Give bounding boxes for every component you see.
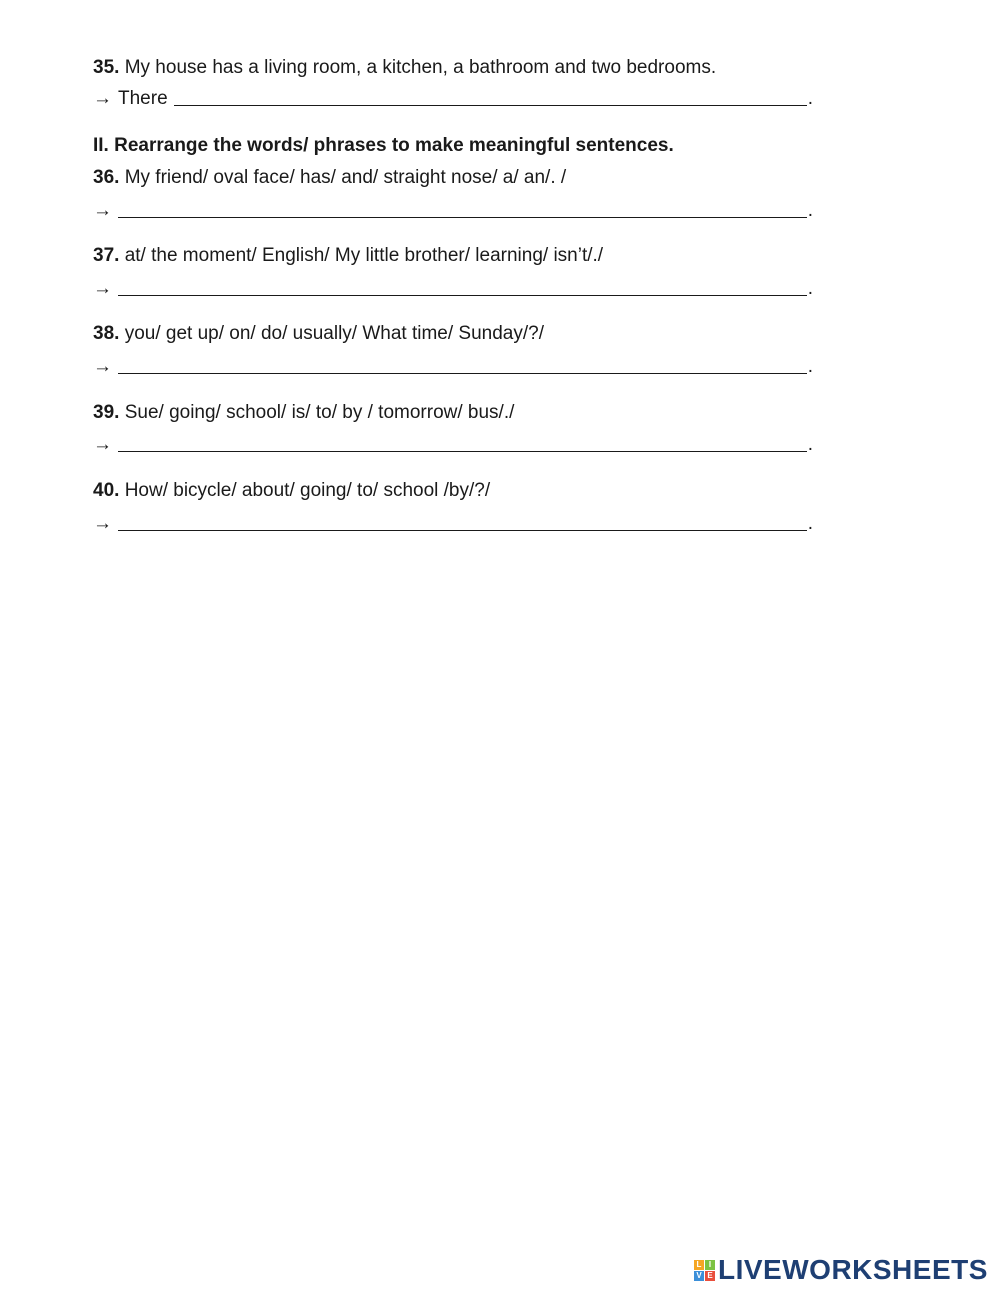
- question-text: at/ the moment/ English/ My little brother/ learning/ isn’t/./: [119, 245, 604, 266]
- question-37: [93, 245, 603, 267]
- answer-38: [93, 354, 813, 378]
- logo-text: LIVEWORKSHEETS: [718, 1254, 988, 1285]
- question-40: [93, 480, 490, 502]
- arrow-icon: →: [93, 513, 112, 534]
- answer-36: [93, 198, 813, 222]
- logo-mark-cell: E: [705, 1271, 715, 1281]
- question-number: 38.: [93, 323, 120, 344]
- end-dot: .: [807, 356, 813, 377]
- answer-blank-35[interactable]: [174, 105, 807, 106]
- question-text: How/ bicycle/ about/ going/ to/ school /by/?/: [119, 480, 491, 501]
- question-39: [93, 402, 514, 424]
- logo-mark-cell: I: [705, 1260, 715, 1270]
- liveworksheets-logo: [694, 1256, 988, 1284]
- end-dot: .: [807, 434, 813, 455]
- answer-prefix: There: [118, 88, 168, 109]
- question-number: 37.: [93, 245, 120, 266]
- arrow-icon: →: [93, 278, 112, 299]
- question-36: [93, 167, 566, 189]
- answer-39: [93, 432, 813, 456]
- logo-mark-cell: V: [694, 1271, 704, 1281]
- question-text: My friend/ oval face/ has/ and/ straight nose/ a/ an/. /: [119, 167, 567, 188]
- question-number: 35.: [93, 57, 120, 78]
- answer-35: [93, 86, 813, 110]
- section-heading: II. Rearrange the words/ phrases to make meaningful sentences.: [93, 135, 674, 156]
- arrow-icon: →: [93, 434, 112, 455]
- question-number: 36.: [93, 167, 120, 188]
- question-35: [93, 57, 716, 79]
- question-number: 40.: [93, 480, 120, 501]
- end-dot: .: [807, 200, 813, 221]
- question-number: 39.: [93, 402, 120, 423]
- answer-40: [93, 511, 813, 535]
- question-text: Sue/ going/ school/ is/ to/ by / tomorrow/ bus/./: [119, 402, 515, 423]
- logo-mark-cell: L: [694, 1260, 704, 1270]
- end-dot: .: [807, 88, 813, 109]
- answer-blank-38[interactable]: [118, 373, 807, 374]
- answer-blank-36[interactable]: [118, 217, 807, 218]
- arrow-icon: →: [93, 200, 112, 221]
- arrow-icon: →: [93, 88, 112, 109]
- end-dot: .: [807, 513, 813, 534]
- answer-37: [93, 276, 813, 300]
- arrow-icon: →: [93, 356, 112, 377]
- answer-blank-39[interactable]: [118, 451, 807, 452]
- end-dot: .: [807, 278, 813, 299]
- question-38: [93, 323, 544, 345]
- answer-blank-37[interactable]: [118, 295, 807, 296]
- question-text: My house has a living room, a kitchen, a bathroom and two bedrooms.: [119, 57, 717, 78]
- question-text: you/ get up/ on/ do/ usually/ What time/ Sunday/?/: [119, 323, 544, 344]
- answer-blank-40[interactable]: [118, 530, 807, 531]
- logo-mark-icon: [694, 1260, 715, 1281]
